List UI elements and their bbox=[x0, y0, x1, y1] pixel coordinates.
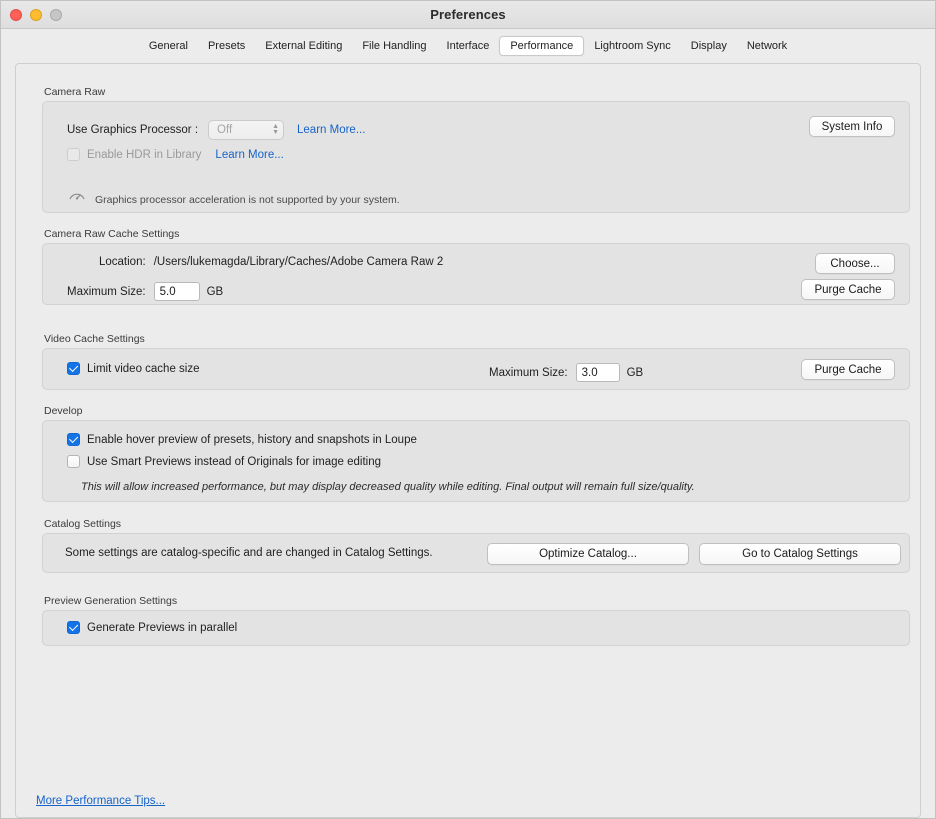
cache-max-size-input[interactable]: 5.0 bbox=[154, 282, 200, 301]
purge-camera-raw-cache-button[interactable]: Purge Cache bbox=[801, 279, 895, 300]
catalog-description: Some settings are catalog-specific and are changed in Catalog Settings. bbox=[65, 547, 433, 559]
smart-previews-label: Use Smart Previews instead of Originals for image editing bbox=[87, 455, 382, 468]
group-title-camera-raw: Camera Raw bbox=[44, 86, 106, 98]
title-bar bbox=[1, 1, 935, 29]
more-performance-tips-link[interactable]: More Performance Tips... bbox=[36, 795, 166, 807]
preferences-content bbox=[15, 63, 921, 818]
hdr-label: Enable HDR in Library bbox=[87, 148, 202, 161]
gauge-icon bbox=[67, 185, 87, 205]
tab-network[interactable]: Network bbox=[746, 40, 788, 52]
tab-bar bbox=[1, 29, 935, 59]
tab-presets[interactable]: Presets bbox=[207, 40, 246, 52]
generate-previews-parallel-checkbox[interactable] bbox=[67, 621, 80, 634]
tab-display[interactable]: Display bbox=[690, 40, 727, 52]
window-controls bbox=[10, 9, 62, 21]
close-button[interactable] bbox=[10, 9, 22, 21]
hover-preview-checkbox[interactable] bbox=[67, 433, 80, 446]
group-camera-raw bbox=[42, 86, 910, 213]
system-info-button[interactable]: System Info bbox=[809, 116, 895, 137]
go-to-catalog-settings-button[interactable]: Go to Catalog Settings bbox=[699, 543, 901, 565]
tab-performance[interactable]: Performance bbox=[499, 36, 584, 56]
panel-video-cache bbox=[42, 348, 910, 390]
panel-camera-raw bbox=[42, 101, 910, 213]
panel-preview-generation bbox=[42, 610, 910, 646]
panel-catalog-settings bbox=[42, 533, 910, 573]
panel-develop bbox=[42, 420, 910, 502]
minimize-button[interactable] bbox=[30, 9, 42, 21]
optimize-catalog-button[interactable]: Optimize Catalog... bbox=[487, 543, 689, 565]
video-cache-max-size-unit: GB bbox=[626, 366, 644, 379]
choose-cache-location-button[interactable]: Choose... bbox=[815, 253, 895, 274]
cache-max-size-unit: GB bbox=[206, 285, 224, 298]
group-title-camera-raw-cache: Camera Raw Cache Settings bbox=[44, 228, 180, 240]
develop-note: This will allow increased performance, but may display decreased quality while editing. Final output will remain full size/quality. bbox=[81, 481, 695, 493]
hdr-checkbox[interactable] bbox=[67, 148, 80, 161]
gpu-status-text: Graphics processor acceleration is not supported by your system. bbox=[95, 194, 400, 206]
group-camera-raw-cache bbox=[42, 228, 910, 305]
tab-lightroom-sync[interactable]: Lightroom Sync bbox=[594, 40, 671, 52]
gpu-select-value: Off bbox=[217, 124, 233, 136]
video-cache-max-size-label: Maximum Size: bbox=[489, 366, 568, 379]
group-preview-generation bbox=[42, 595, 910, 646]
limit-video-cache-label: Limit video cache size bbox=[87, 362, 200, 375]
cache-location-value: /Users/lukemagda/Library/Caches/Adobe Camera Raw 2 bbox=[153, 256, 444, 268]
group-develop bbox=[42, 405, 910, 502]
tab-file-handling[interactable]: File Handling bbox=[362, 40, 427, 52]
hdr-learn-more-link[interactable]: Learn More... bbox=[215, 148, 284, 161]
chevron-updown-icon: ▲ ▼ bbox=[272, 123, 280, 136]
tab-interface[interactable]: Interface bbox=[446, 40, 490, 52]
hover-preview-label: Enable hover preview of presets, history and snapshots in Loupe bbox=[87, 433, 417, 446]
panel-camera-raw-cache bbox=[42, 243, 910, 305]
tab-general[interactable]: General bbox=[148, 40, 188, 52]
gpu-learn-more-link[interactable]: Learn More... bbox=[297, 124, 366, 136]
limit-video-cache-checkbox[interactable] bbox=[67, 362, 80, 375]
tab-external-editing[interactable]: External Editing bbox=[265, 40, 343, 52]
group-video-cache bbox=[42, 333, 910, 390]
gpu-label: Use Graphics Processor : bbox=[67, 124, 199, 136]
cache-max-size-label: Maximum Size: bbox=[67, 285, 146, 298]
group-title-develop: Develop bbox=[44, 405, 83, 417]
group-title-catalog-settings: Catalog Settings bbox=[44, 518, 122, 530]
window-title: Preferences bbox=[430, 7, 506, 22]
zoom-button[interactable] bbox=[50, 9, 62, 21]
group-catalog-settings bbox=[42, 518, 910, 573]
gpu-select[interactable] bbox=[208, 120, 284, 140]
smart-previews-checkbox[interactable] bbox=[67, 455, 80, 468]
purge-video-cache-button[interactable]: Purge Cache bbox=[801, 359, 895, 380]
group-title-preview-generation: Preview Generation Settings bbox=[44, 595, 178, 607]
video-cache-max-size-input[interactable]: 3.0 bbox=[576, 363, 620, 382]
generate-previews-parallel-label: Generate Previews in parallel bbox=[87, 621, 238, 634]
group-title-video-cache: Video Cache Settings bbox=[44, 333, 145, 345]
cache-location-label: Location: bbox=[99, 256, 146, 268]
